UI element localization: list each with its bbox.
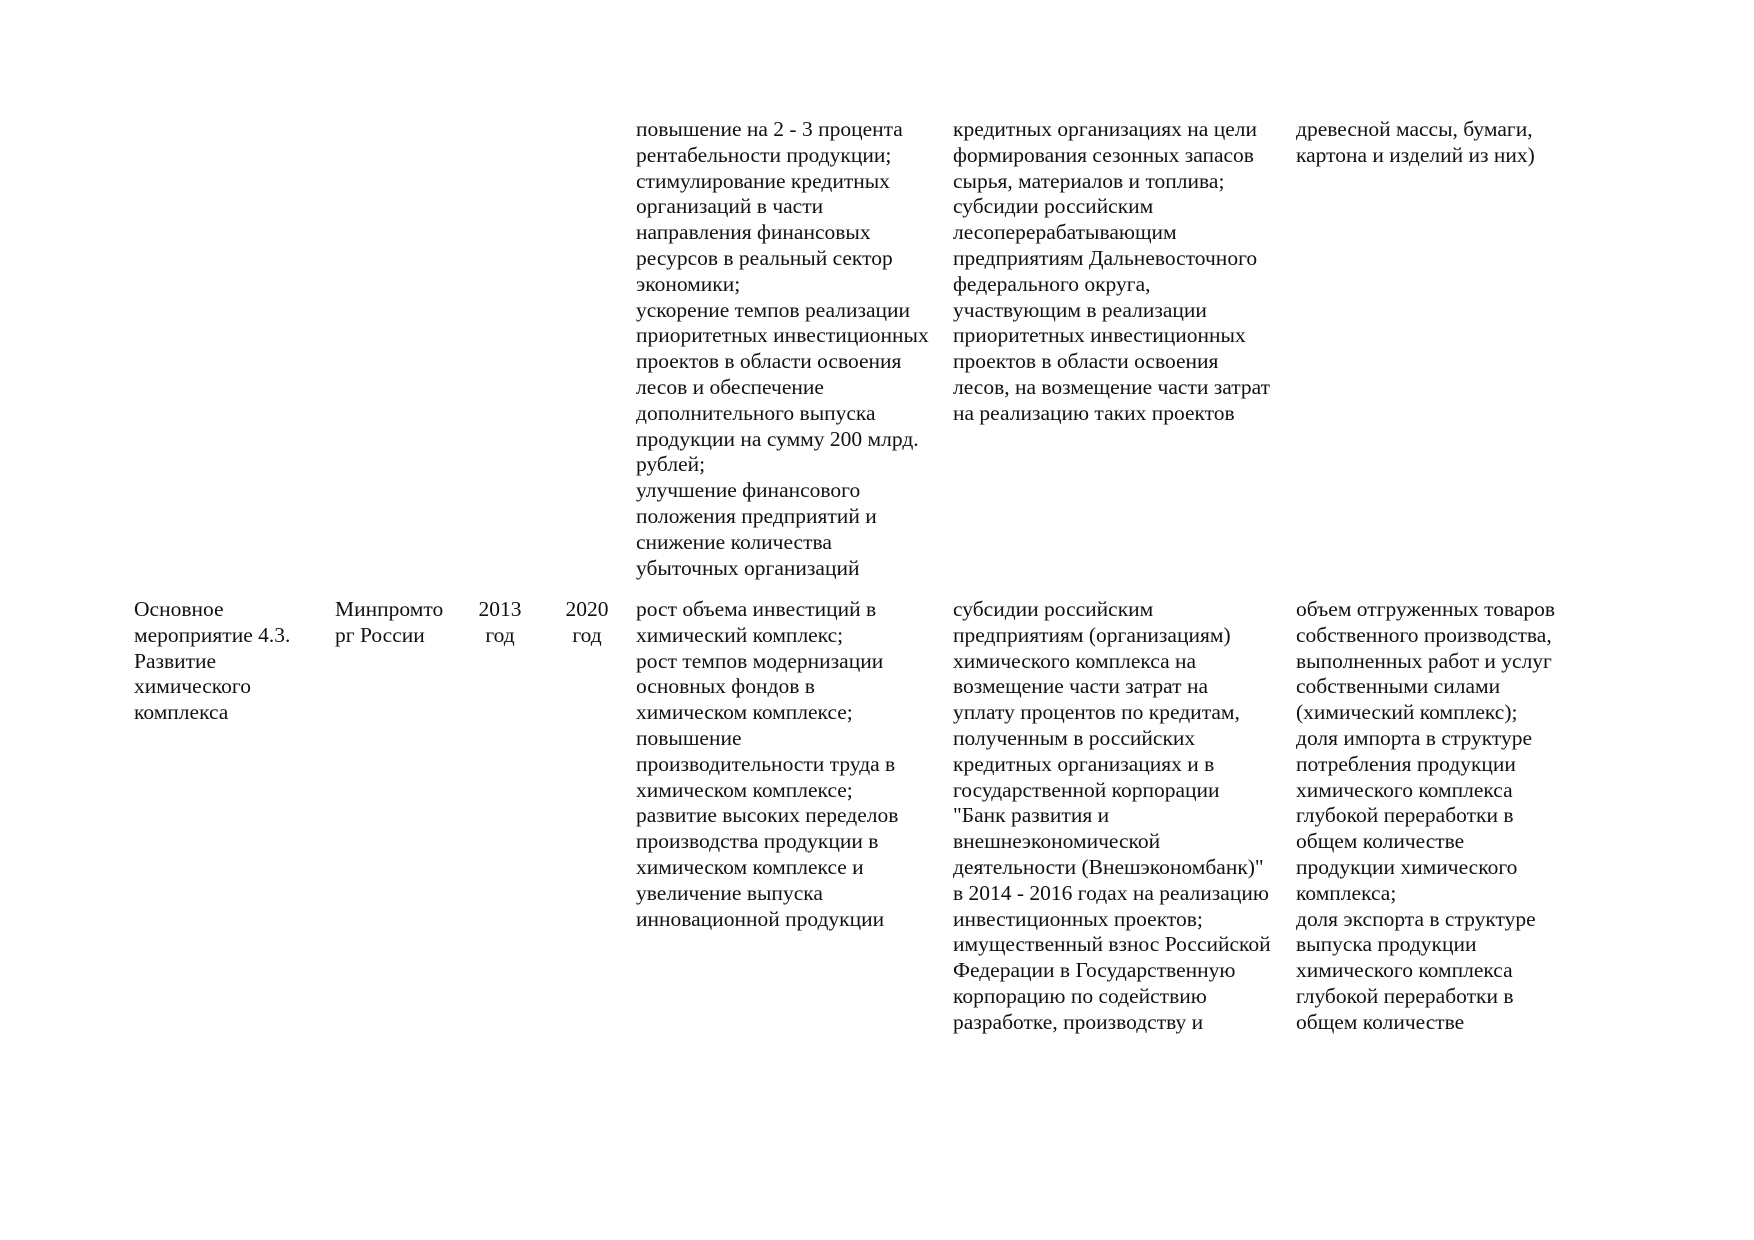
- text-line: продукции химического: [1296, 854, 1518, 879]
- text-line: собственными силами: [1296, 674, 1501, 699]
- text-line: организаций в части: [636, 194, 824, 219]
- text-line: экономики;: [636, 271, 741, 296]
- text-line: производства продукции в: [636, 829, 879, 854]
- text-line: дополнительного выпуска: [636, 400, 876, 425]
- text-line: государственной корпорации: [953, 777, 1220, 802]
- text-line: глубокой переработки в: [1296, 803, 1514, 828]
- text-line: комплекса: [134, 700, 229, 725]
- text-line: имущественный взнос Российской: [953, 932, 1271, 957]
- text-line: выпуска продукции: [1296, 932, 1477, 957]
- text-line: развитие высоких переделов: [636, 803, 899, 828]
- indicators-cell-continued: [1296, 117, 1535, 169]
- text-line: уплату процентов по кредитам,: [953, 700, 1240, 725]
- text-line: общем количестве: [1296, 1009, 1465, 1034]
- text-line: древесной массы, бумаги,: [1296, 117, 1533, 141]
- text-line: убыточных организаций: [636, 555, 860, 580]
- text-line: Основное: [134, 597, 224, 621]
- text-line: год: [485, 622, 515, 647]
- text-line: Минпромто: [335, 597, 444, 621]
- text-line: деятельности (Внешэкономбанк)": [953, 854, 1264, 879]
- text-line: кредитных организациях и в: [953, 751, 1215, 776]
- text-line: ресурсов в реальный сектор: [636, 245, 893, 270]
- text-line: химического комплекса: [1296, 958, 1513, 983]
- text-line: рублей;: [636, 452, 706, 477]
- text-line: глубокой переработки в: [1296, 983, 1514, 1008]
- text-line: химическом комплексе;: [636, 777, 853, 802]
- text-line: химический комплекс;: [636, 622, 844, 647]
- text-line: приоритетных инвестиционных: [636, 323, 929, 348]
- text-line: продукции на сумму 200 млрд.: [636, 426, 919, 451]
- text-line: картона и изделий из них): [1296, 142, 1535, 167]
- text-line: выполненных работ и услуг: [1296, 648, 1552, 673]
- text-line: химического: [134, 674, 251, 699]
- text-line: полученным в российских: [953, 725, 1196, 750]
- text-line: рентабельности продукции;: [636, 142, 892, 167]
- text-line: разработке, производству и: [953, 1009, 1204, 1034]
- end-year-cell: [557, 597, 617, 649]
- text-line: химического комплекса на: [953, 648, 1197, 673]
- text-line: федерального округа,: [953, 271, 1151, 296]
- text-line: участвующим в реализации: [953, 297, 1207, 322]
- text-line: рост темпов модернизации: [636, 648, 884, 673]
- text-line: лесов и обеспечение: [636, 374, 824, 399]
- text-line: увеличение выпуска: [636, 880, 823, 905]
- text-line: год: [572, 622, 602, 647]
- text-line: сырья, материалов и топлива;: [953, 168, 1225, 193]
- indicators-cell: [1296, 597, 1555, 1036]
- text-line: проектов в области освоения: [636, 349, 902, 374]
- text-line: комплекса;: [1296, 880, 1397, 905]
- text-line: кредитных организациях на цели: [953, 117, 1258, 141]
- text-line: (химический комплекс);: [1296, 700, 1518, 725]
- text-line: положения предприятий и: [636, 503, 877, 528]
- text-line: рг России: [335, 622, 425, 647]
- text-line: 2020: [565, 597, 609, 621]
- start-year-cell: [470, 597, 530, 649]
- measures-cell-continued: [953, 117, 1270, 427]
- text-line: ускорение темпов реализации: [636, 297, 911, 322]
- text-line: субсидии российским: [953, 597, 1154, 621]
- text-line: Развитие: [134, 648, 217, 673]
- text-line: Федерации в Государственную: [953, 958, 1236, 983]
- text-line: на реализацию таких проектов: [953, 400, 1235, 425]
- text-line: производительности труда в: [636, 751, 896, 776]
- text-line: собственного производства,: [1296, 622, 1552, 647]
- text-line: доля экспорта в структуре: [1296, 906, 1536, 931]
- text-line: предприятиям Дальневосточного: [953, 245, 1258, 270]
- text-line: лесов, на возмещение части затрат: [953, 374, 1270, 399]
- text-line: субсидии российским: [953, 194, 1154, 219]
- text-line: мероприятие 4.3.: [134, 622, 291, 647]
- text-line: приоритетных инвестиционных: [953, 323, 1246, 348]
- text-line: доля импорта в структуре: [1296, 725, 1533, 750]
- text-line: снижение количества: [636, 529, 832, 554]
- text-line: химического комплекса: [1296, 777, 1513, 802]
- text-line: потребления продукции: [1296, 751, 1516, 776]
- text-line: внешнеэкономической: [953, 829, 1161, 854]
- text-line: проектов в области освоения: [953, 349, 1219, 374]
- text-line: химическом комплексе;: [636, 700, 853, 725]
- text-line: химическом комплексе и: [636, 854, 864, 879]
- executor-cell: [335, 597, 443, 649]
- text-line: основных фондов в: [636, 674, 815, 699]
- text-line: повышение на 2 - 3 процента: [636, 117, 903, 141]
- text-line: инновационной продукции: [636, 906, 885, 931]
- text-line: "Банк развития и: [953, 803, 1110, 828]
- text-line: предприятиям (организациям): [953, 622, 1231, 647]
- text-line: общем количестве: [1296, 829, 1465, 854]
- text-line: объем отгруженных товаров: [1296, 597, 1556, 621]
- results-cell: [636, 597, 898, 932]
- text-line: инвестиционных проектов;: [953, 906, 1203, 931]
- text-line: лесоперерабатывающим: [953, 220, 1177, 245]
- text-line: улучшение финансового: [636, 478, 861, 503]
- text-line: стимулирование кредитных: [636, 168, 890, 193]
- text-line: повышение: [636, 725, 742, 750]
- text-line: формирования сезонных запасов: [953, 142, 1254, 167]
- text-line: корпорацию по содействию: [953, 983, 1207, 1008]
- text-line: 2013: [478, 597, 522, 621]
- text-line: направления финансовых: [636, 220, 871, 245]
- results-cell-continued: [636, 117, 929, 581]
- text-line: рост объема инвестиций в: [636, 597, 877, 621]
- measures-cell: [953, 597, 1271, 1036]
- text-line: в 2014 - 2016 годах на реализацию: [953, 880, 1269, 905]
- text-line: возмещение части затрат на: [953, 674, 1208, 699]
- activity-name-cell: [134, 597, 290, 726]
